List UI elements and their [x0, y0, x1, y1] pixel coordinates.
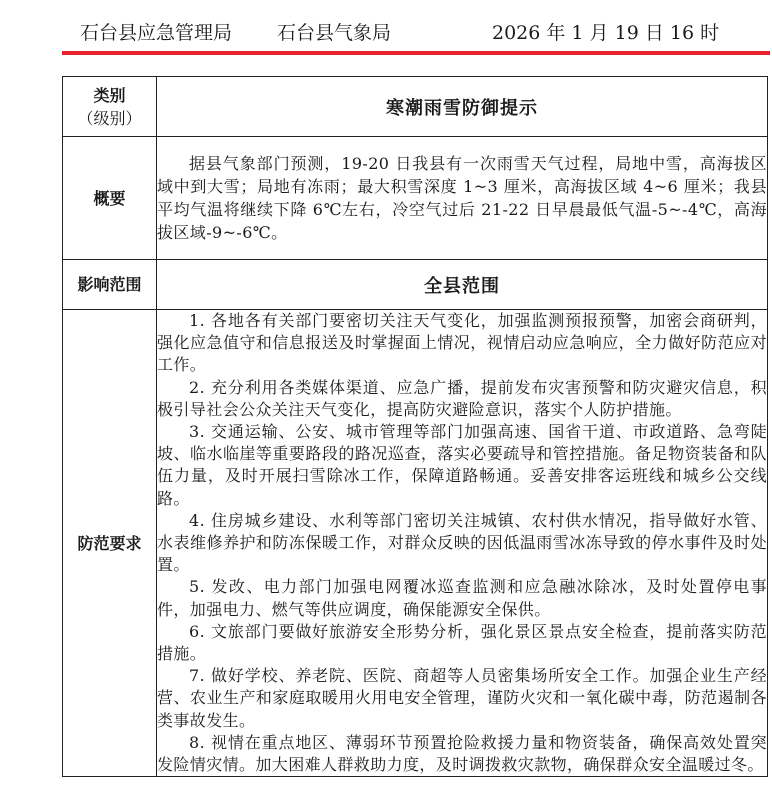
summary-label: 概要 — [63, 137, 157, 260]
measure-item: 2. 充分利用各类媒体渠道、应急广播，提前发布灾害预警和防灾避灾信息，积极引导社会公众关注天气变化，提高防灾避险意识，落实个人防护措施。 — [157, 377, 767, 419]
measure-item: 3. 交通运输、公安、城市管理等部门加强高速、国省干道、市政道路、急弯陡坡、临水临崖等重要路段的路况巡查，落实必要疏导和管控措施。备足物资装备和队伍力量，及时开展扫雪除冰工作，保障道路畅通。妥善安排客运班线和城乡公交线路。 — [157, 422, 767, 508]
measure-item: 8. 视情在重点地区、薄弱环节预置抢险救援力量和物资装备，确保高效处置突发险情灾情。加大困难人群救助力度，及时调拨救灾款物，确保群众安全温暖过冬。 — [157, 732, 767, 775]
scope-label: 影响范围 — [63, 260, 157, 310]
measure-item: 7. 做好学校、养老院、医院、商超等人员密集场所安全工作。加强企业生产经营、农业生产和家庭取暖用火用电安全管理，谨防火灾和一氧化碳中毒，防范遏制各类事故发生。 — [157, 666, 767, 730]
measure-item: 4. 住房城乡建设、水利等部门密切关注城镇、农村供水情况，指导做好水管、水表维修养护和防冻保暖工作，对群众反映的因低温雨雪冰冻导致的停水事件及时处置。 — [157, 510, 767, 575]
issuer-weather-bureau: 石台县气象局 — [277, 22, 392, 44]
measure-item: 1. 各地各有关部门要密切关注天气变化，加强监测预报预警，加密会商研判，强化应急值守和信息报送及时掌握面上情况，视情启动应急响应，全力做好防范应对工作。 — [157, 311, 767, 375]
category-label: 类别 — [93, 85, 126, 105]
measures-cell — [157, 310, 768, 777]
red-divider-line — [62, 51, 770, 55]
summary-row — [63, 137, 768, 260]
scope-value: 全县范围 — [157, 260, 768, 310]
measures-row — [63, 310, 768, 777]
measures-label: 防范要求 — [63, 310, 157, 777]
category-row — [63, 77, 768, 137]
category-label-cell — [63, 77, 157, 137]
level-label: （级别） — [77, 108, 142, 128]
summary-cell — [157, 137, 768, 260]
measure-item: 6. 文旅部门要做好旅游安全形势分析，强化景区景点安全检查，提前落实防范措施。 — [157, 621, 767, 664]
document-header — [80, 18, 720, 48]
issue-date: 2026 年 1 月 19 日 16 时 — [492, 22, 720, 44]
issuer-emergency-bureau: 石台县应急管理局 — [80, 22, 233, 44]
measure-item: 5. 发改、电力部门加强电网覆冰巡查监测和应急融冰除冰，及时处置停电事件，加强电力、燃气等供应调度，确保能源安全保供。 — [157, 577, 767, 619]
summary-text: 据县气象部门预测，19-20 日我县有一次雨雪天气过程，局地中雪，高海拔区域中到大雪；局地有冻雨；最大积雪深度 1~3 厘米，高海拔区域 4~6 厘米；我县平均气温将继续下降 6℃左右，冷空气过后 21-22 日早晨最低气温-5~-4℃，高海拔区域-9~-6℃。 — [157, 154, 767, 242]
notice-table — [62, 76, 768, 777]
scope-row — [63, 260, 768, 310]
notice-title: 寒潮雨雪防御提示 — [157, 77, 768, 137]
